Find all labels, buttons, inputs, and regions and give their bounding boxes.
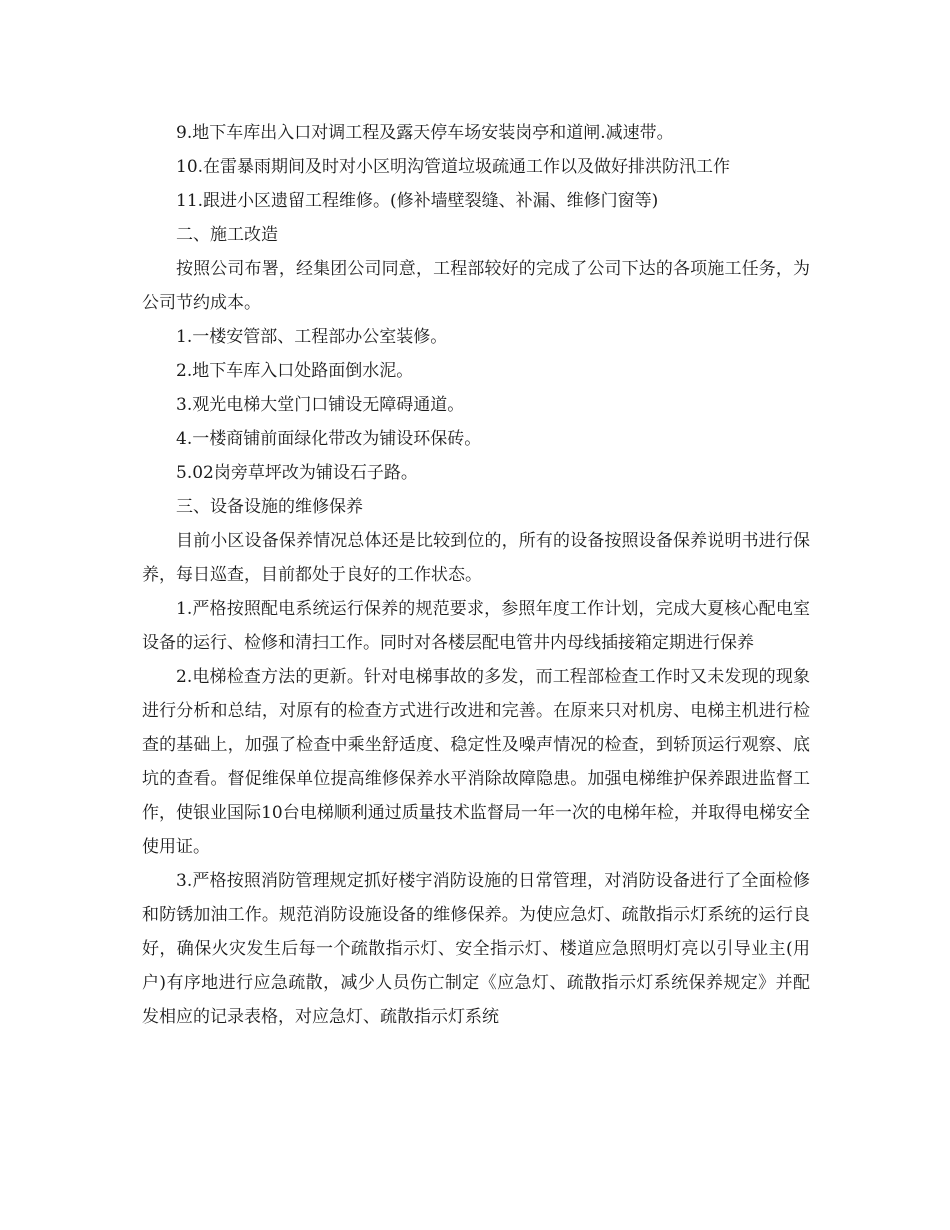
section-heading-2: 二、施工改造 <box>176 225 278 245</box>
document-body <box>142 116 810 1034</box>
list-item-11: 11.跟进小区遗留工程维修。(修补墙壁裂缝、补漏、维修门窗等) <box>176 191 659 211</box>
list-item-2-5: 5.02岗旁草坪改为铺设石子路。 <box>176 463 418 483</box>
list-item-3-1: 1.严格按照配电系统运行保养的规范要求，参照年度工作计划，完成大夏核心配电室设备的运行、检修和清扫工作。同时对各楼层配电管井内母线插接箱定期进行保养 <box>142 599 810 653</box>
list-item-2-3: 3.观光电梯大堂门口铺设无障碍通道。 <box>176 395 465 415</box>
list-item-3-3: 3.严格按照消防管理规定抓好楼宇消防设施的日常管理，对消防设备进行了全面检修和防锈加油工作。规范消防设施设备的维修保养。为使应急灯、疏散指示灯系统的运行良好，确保火灾发生后每一个疏散指示灯、安全指示灯、楼道应急照明灯亮以引导业主(用户)有序地进行应急疏散，减少人员伤亡制定《应急灯、疏散指示灯系统保养规定》并配发相应的记录表格，对应急灯、疏散指示灯系统 <box>142 871 810 1027</box>
section-intro-2: 按照公司布署，经集团公司同意，工程部较好的完成了公司下达的各项施工任务，为公司节约成本。 <box>142 259 810 313</box>
section-intro-3: 目前小区设备保养情况总体还是比较到位的，所有的设备按照设备保养说明书进行保养，每日巡查，目前都处于良好的工作状态。 <box>142 531 810 585</box>
list-item-2-1: 1.一楼安管部、工程部办公室装修。 <box>176 327 448 347</box>
list-item-2-2: 2.地下车库入口处路面倒水泥。 <box>176 361 414 381</box>
list-item-10: 10.在雷暴雨期间及时对小区明沟管道垃圾疏通工作以及做好排洪防汛工作 <box>176 157 731 177</box>
list-item-2-4: 4.一楼商铺前面绿化带改为铺设环保砖。 <box>176 429 482 449</box>
section-heading-3: 三、设备设施的维修保养 <box>176 497 363 517</box>
list-item-3-2: 2.电梯检查方法的更新。针对电梯事故的多发，而工程部检查工作时又未发现的现象进行分析和总结，对原有的检查方式进行改进和完善。在原来只对机房、电梯主机进行检查的基础上，加强了检查中乘坐舒适度、稳定性及噪声情况的检查，到轿顶运行观察、底坑的查看。督促维保单位提高维修保养水平消除故障隐患。加强电梯维护保养跟进监督工作，使银业国际10台电梯顺利通过质量技术监督局一年一次的电梯年检，并取得电梯安全使用证。 <box>142 667 810 857</box>
list-item-9: 9.地下车库出入口对调工程及露天停车场安装岗亭和道闸.减速带。 <box>176 123 674 143</box>
